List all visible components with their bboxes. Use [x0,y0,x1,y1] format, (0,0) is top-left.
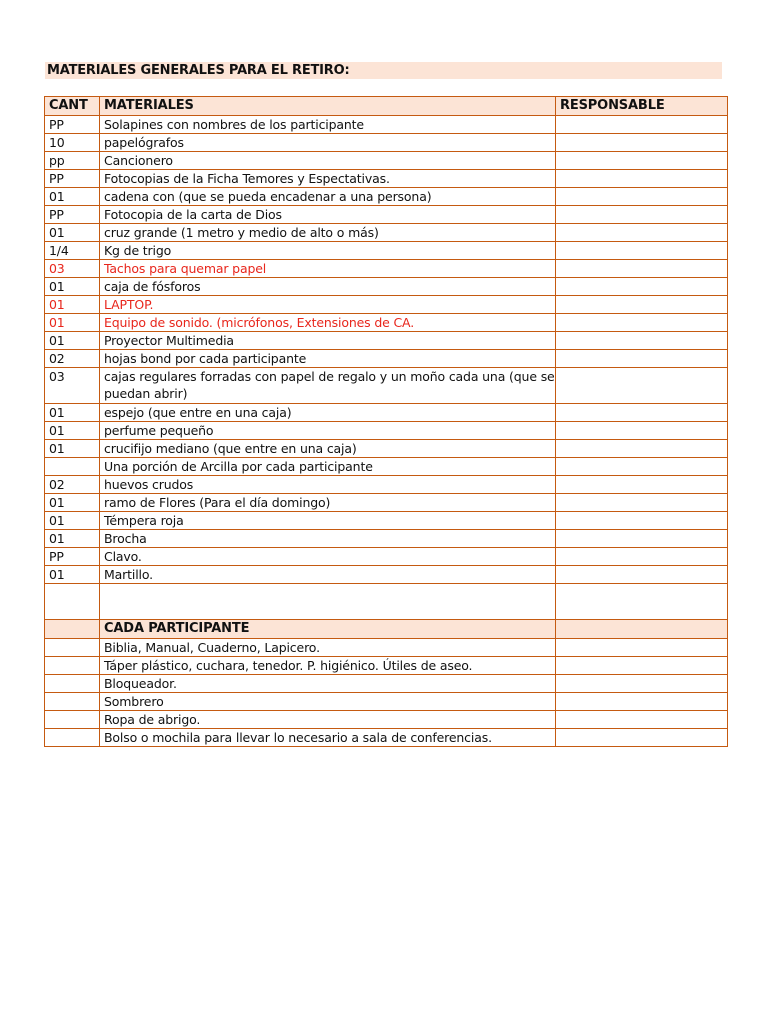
table-row [45,440,728,458]
material-cell: Fotocopias de la Ficha Temores y Espectativas. [100,170,556,188]
table-row [45,639,728,657]
cant-cell: 01 [45,296,100,314]
materials-table [44,96,728,747]
material-cell: Fotocopia de la carta de Dios [100,206,556,224]
material-cell: Una porción de Arcilla por cada participante [100,458,556,476]
responsable-cell [556,314,728,332]
material-cell: cruz grande (1 metro y medio de alto o más) [100,224,556,242]
material-cell: Equipo de sonido. (micrófonos, Extensiones de CA. [100,314,556,332]
cant-cell: 01 [45,512,100,530]
material-cell: crucifijo mediano (que entre en una caja) [100,440,556,458]
material-cell: Sombrero [100,693,556,711]
responsable-cell [556,350,728,368]
cant-cell [45,711,100,729]
table-row [45,224,728,242]
responsable-cell [556,711,728,729]
material-cell: hojas bond por cada participante [100,350,556,368]
table-row [45,206,728,224]
cant-cell: PP [45,116,100,134]
cant-cell: 1/4 [45,242,100,260]
table-row [45,152,728,170]
cant-cell: 01 [45,422,100,440]
responsable-cell [556,368,728,404]
blank-cell [100,584,556,620]
table-row [45,548,728,566]
material-cell: cadena con (que se pueda encadenar a una persona) [100,188,556,206]
responsable-cell [556,494,728,512]
material-cell: Solapines con nombres de los participante [100,116,556,134]
responsable-cell [556,224,728,242]
table-row [45,566,728,584]
blank-row [45,584,728,620]
page-title: MATERIALES GENERALES PARA EL RETIRO: [45,62,722,79]
table-row [45,530,728,548]
table-row [45,242,728,260]
responsable-cell [556,296,728,314]
cant-cell: 10 [45,134,100,152]
cant-cell: 01 [45,404,100,422]
material-cell: Tachos para quemar papel [100,260,556,278]
table-row [45,332,728,350]
cant-cell [45,675,100,693]
blank-cell [45,584,100,620]
table-row [45,404,728,422]
responsable-cell [556,566,728,584]
table-row [45,368,728,404]
table-row [45,314,728,332]
responsable-cell [556,260,728,278]
responsable-cell [556,152,728,170]
responsable-cell [556,116,728,134]
material-cell: papelógrafos [100,134,556,152]
cant-cell: 01 [45,494,100,512]
cant-cell: 01 [45,224,100,242]
table-row [45,476,728,494]
table-row [45,296,728,314]
cant-cell: 01 [45,188,100,206]
table-row [45,675,728,693]
material-cell: LAPTOP. [100,296,556,314]
cant-cell: 01 [45,314,100,332]
table-row [45,693,728,711]
header-responsable: RESPONSABLE [556,97,728,116]
material-cell: cajas regulares forradas con papel de regalo y un moño cada una (que se puedan abrir) [100,368,556,404]
responsable-cell [556,675,728,693]
material-cell: Martillo. [100,566,556,584]
responsable-cell [556,206,728,224]
table-row [45,458,728,476]
table-row [45,188,728,206]
cant-cell: PP [45,548,100,566]
cant-cell: PP [45,170,100,188]
section-header-responsable [556,620,728,639]
header-materiales: MATERIALES [100,97,556,116]
cant-cell [45,639,100,657]
material-cell: Proyector Multimedia [100,332,556,350]
cant-cell [45,458,100,476]
header-cant: CANT [45,97,100,116]
responsable-cell [556,188,728,206]
material-cell: Cancionero [100,152,556,170]
cant-cell: 03 [45,368,100,404]
responsable-cell [556,134,728,152]
material-cell: Biblia, Manual, Cuaderno, Lapicero. [100,639,556,657]
responsable-cell [556,639,728,657]
table-row [45,170,728,188]
cant-cell: 01 [45,440,100,458]
responsable-cell [556,404,728,422]
responsable-cell [556,170,728,188]
table-row [45,134,728,152]
cant-cell [45,657,100,675]
material-cell: caja de fósforos [100,278,556,296]
table-row [45,657,728,675]
responsable-cell [556,512,728,530]
table-row [45,278,728,296]
cant-cell: pp [45,152,100,170]
section-header-row [45,620,728,639]
responsable-cell [556,729,728,747]
material-cell: Clavo. [100,548,556,566]
table-header-row [45,97,728,116]
material-cell: Témpera roja [100,512,556,530]
responsable-cell [556,422,728,440]
cant-cell [45,693,100,711]
responsable-cell [556,693,728,711]
material-cell: Kg de trigo [100,242,556,260]
material-cell: Brocha [100,530,556,548]
blank-cell [556,584,728,620]
cant-cell: 01 [45,530,100,548]
responsable-cell [556,440,728,458]
table-row [45,512,728,530]
responsable-cell [556,458,728,476]
cant-cell: PP [45,206,100,224]
cant-cell: 02 [45,350,100,368]
material-cell: espejo (que entre en una caja) [100,404,556,422]
responsable-cell [556,530,728,548]
section-header-cant [45,620,100,639]
cant-cell: 02 [45,476,100,494]
table-row [45,711,728,729]
responsable-cell [556,278,728,296]
table-row [45,729,728,747]
material-cell: perfume pequeño [100,422,556,440]
responsable-cell [556,548,728,566]
material-cell: Bolso o mochila para llevar lo necesario a sala de conferencias. [100,729,556,747]
cant-cell: 01 [45,566,100,584]
material-cell: Bloqueador. [100,675,556,693]
cant-cell: 01 [45,332,100,350]
section-header-title: CADA PARTICIPANTE [100,620,556,639]
table-row [45,260,728,278]
cant-cell: 03 [45,260,100,278]
cant-cell [45,729,100,747]
responsable-cell [556,332,728,350]
responsable-cell [556,476,728,494]
material-cell: ramo de Flores (Para el día domingo) [100,494,556,512]
material-cell: Ropa de abrigo. [100,711,556,729]
responsable-cell [556,657,728,675]
materials-table-body [45,97,728,747]
table-row [45,350,728,368]
material-cell: huevos crudos [100,476,556,494]
table-row [45,116,728,134]
responsable-cell [556,242,728,260]
table-row [45,494,728,512]
cant-cell: 01 [45,278,100,296]
material-cell: Táper plástico, cuchara, tenedor. P. higiénico. Útiles de aseo. [100,657,556,675]
table-row [45,422,728,440]
